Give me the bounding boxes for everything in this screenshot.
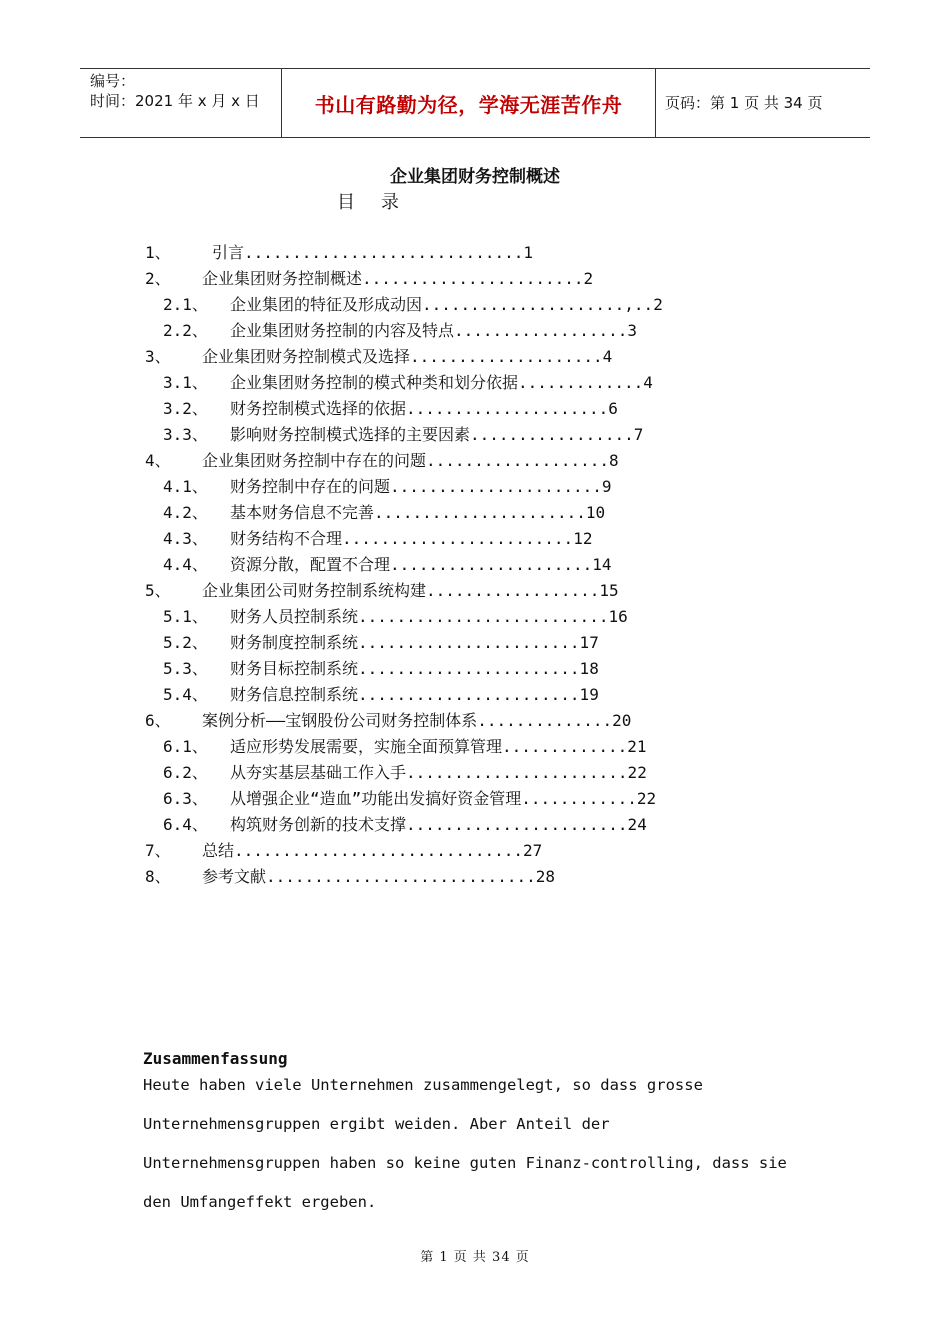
toc-entry: [145, 708, 632, 734]
toc-entry-number: 5.2、: [163, 633, 208, 652]
toc-entry-number: 5、: [145, 581, 171, 600]
page-footer: 第 1 页 共 34 页: [420, 1250, 530, 1265]
abstract-line: Heute haben viele Unternehmen zusammengelegt, so dass grosse: [143, 1076, 703, 1094]
toc-entry: [163, 734, 647, 760]
toc-entry-text: 从夯实基层基础工作入手.......................22: [230, 763, 647, 782]
toc-entry-text: 引言.............................1: [212, 243, 533, 262]
toc-entry-number: 4、: [145, 451, 171, 470]
toc-entry-text: 资源分散，配置不合理.....................14: [230, 555, 612, 574]
toc-entry-text: 适应形势发展需要，实施全面预算管理.............21: [230, 737, 647, 756]
toc-heading: 目录: [337, 192, 425, 213]
toc-entry-number: 3、: [145, 347, 171, 366]
toc-entry: [145, 344, 613, 370]
toc-entry-number: 6.2、: [163, 763, 208, 782]
toc-entry-text: 企业集团财务控制的模式种类和划分依据.............4: [230, 373, 653, 392]
toc-entry: [145, 266, 594, 292]
toc-entry: [163, 760, 647, 786]
toc-entry-text: 基本财务信息不完善......................10: [230, 503, 606, 522]
toc-entry-number: 7、: [145, 841, 171, 860]
toc-entry-number: 4.1、: [163, 477, 208, 496]
header-middle-cell: [281, 69, 656, 137]
toc-entry-text: 财务人员控制系统..........................16: [230, 607, 628, 626]
toc-entry-text: 财务控制模式选择的依据.....................6: [230, 399, 618, 418]
motto: 书山有路勤为径，学海无涯苦作舟: [314, 93, 623, 117]
abstract: [143, 1046, 843, 1228]
header-left-cell: [80, 69, 281, 137]
abstract-heading: Zusammenfassung: [143, 1049, 288, 1068]
toc-entry-number: 3.3、: [163, 425, 208, 444]
toc-entry-text: 案例分析——宝钢股份公司财务控制体系..............20: [202, 711, 632, 730]
toc-entry: [163, 656, 599, 682]
toc-entry-text: 企业集团财务控制中存在的问题...................8: [202, 451, 619, 470]
toc-entry: [163, 682, 599, 708]
toc-entry-text: 企业集团财务控制概述.......................2: [202, 269, 594, 288]
toc-entry-number: 5.3、: [163, 659, 208, 678]
toc-entry-number: 6、: [145, 711, 171, 730]
number-label: 编号：: [90, 72, 136, 90]
toc-entry-number: 2.1、: [163, 295, 208, 314]
toc-entry: [163, 630, 599, 656]
toc-entry-number: 8、: [145, 867, 171, 886]
toc-entry-number: 4.2、: [163, 503, 208, 522]
toc-entry: [163, 500, 606, 526]
toc-entry-text: 企业集团财务控制的内容及特点..................3: [230, 321, 638, 340]
toc-entry-text: 财务控制中存在的问题......................9: [230, 477, 612, 496]
toc-entry-number: 6.4、: [163, 815, 208, 834]
document-title: 企业集团财务控制概述: [390, 167, 560, 187]
toc-entry: [163, 370, 653, 396]
toc-entry-text: 财务结构不合理........................12: [230, 529, 593, 548]
abstract-line: Unternehmensgruppen ergibt weiden. Aber Anteil der: [143, 1115, 610, 1133]
toc-entry-text: 参考文献............................28: [202, 867, 555, 886]
toc-entry: [145, 240, 533, 266]
toc-entry-number: 5.1、: [163, 607, 208, 626]
toc-entry-number: 6.3、: [163, 789, 208, 808]
toc-entry: [163, 474, 612, 500]
toc-entry-text: 财务信息控制系统.......................19: [230, 685, 599, 704]
toc-entry: [145, 864, 555, 890]
toc-entry-text: 从增强企业“造血”功能出发搞好资金管理............22: [230, 789, 657, 808]
toc-entry-text: 财务制度控制系统.......................17: [230, 633, 599, 652]
toc-entry: [163, 292, 663, 318]
toc-entry-number: 6.1、: [163, 737, 208, 756]
toc-entry-number: 4.3、: [163, 529, 208, 548]
toc-entry-number: 3.1、: [163, 373, 208, 392]
toc-entry-text: 企业集团的特征及形成动因.....................,..2: [230, 295, 663, 314]
toc-entry: [163, 812, 647, 838]
toc-entry-text: 企业集团财务控制模式及选择....................4: [202, 347, 613, 366]
toc-entry-number: 2、: [145, 269, 171, 288]
toc-entry-text: 总结..............................27: [202, 841, 543, 860]
toc-entry: [145, 448, 619, 474]
toc-entry: [163, 422, 644, 448]
toc-entry-number: 4.4、: [163, 555, 208, 574]
toc-entry: [163, 318, 638, 344]
abstract-line: Unternehmensgruppen haben so keine guten Finanz-controlling, dass sie: [143, 1154, 787, 1172]
toc-entry: [163, 786, 657, 812]
page-info: 页码：第 1 页 共 34 页: [665, 94, 823, 112]
abstract-line: den Umfangeffekt ergeben.: [143, 1193, 377, 1211]
toc-entry-text: 构筑财务创新的技术支撑.......................24: [230, 815, 647, 834]
toc-entry-number: 5.4、: [163, 685, 208, 704]
toc-entry-text: 企业集团公司财务控制系统构建..................15: [202, 581, 619, 600]
time-label: 时间：2021 年 x 月 x 日: [90, 92, 260, 110]
toc-entry: [163, 526, 593, 552]
toc-entry-text: 财务目标控制系统.......................18: [230, 659, 599, 678]
toc-entry-text: 影响财务控制模式选择的主要因素.................7: [230, 425, 644, 444]
toc-entry-number: 1、: [145, 243, 171, 262]
toc-entry-number: 2.2、: [163, 321, 208, 340]
toc-entry: [163, 604, 628, 630]
toc-entry: [163, 396, 618, 422]
toc-entry: [145, 578, 619, 604]
document-header: [80, 68, 870, 138]
toc-entry: [145, 838, 543, 864]
toc-entry-number: 3.2、: [163, 399, 208, 418]
toc-entry: [163, 552, 612, 578]
header-right-cell: [655, 69, 870, 137]
